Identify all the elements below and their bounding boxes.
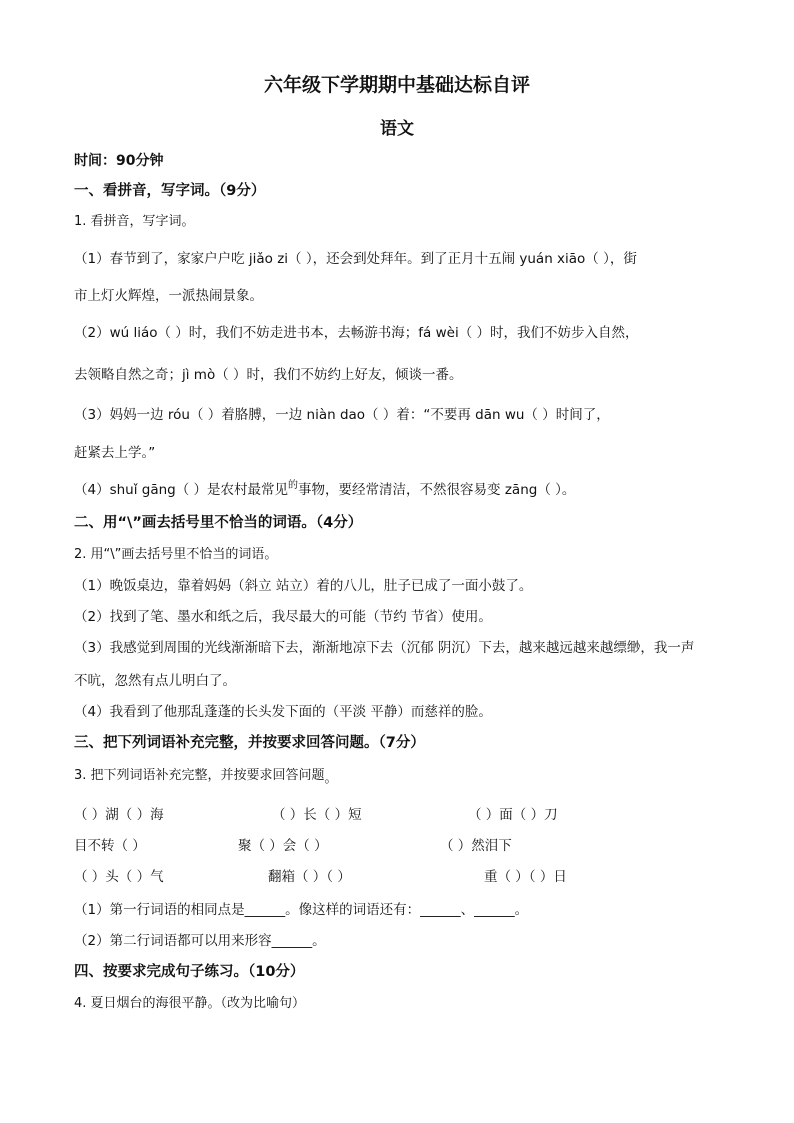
section3-heading: 三、把下列词语补充完整，并按要求回答问题。（7分） <box>74 735 425 751</box>
section2-s2: （2）找到了笔、墨水和纸之后，我尽最大的可能（节约 节省）使用。 <box>74 609 492 625</box>
section4-heading: 四、按要求完成句子练习。（10分） <box>74 964 305 980</box>
section1-p1-line1: （1）春节到了，家家户户吃 jiǎo zi（ ），还会到处拜年。到了正月十五闹 yuán xiāo（ ），街 <box>74 251 637 267</box>
section1-p3-line2: 赶紧去上学。” <box>74 445 156 461</box>
idiom-row3-item1: （ ）头（ ）气 <box>74 869 164 885</box>
section3-question <box>74 767 724 785</box>
section1-p1-line2: 市上灯火辉煌，一派热闹景象。 <box>74 288 263 304</box>
section3-q1: （1）第一行词语的相同点是______。像这样的词语还有：______、______。 <box>74 902 529 918</box>
section2-question: 2. 用“\”画去括号里不恰当的词语。 <box>74 547 278 562</box>
page-title: 六年级下学期期中基础达标自评 <box>263 74 530 96</box>
idiom-row2-item1: 目不转（ ） <box>74 838 146 854</box>
subject-title: 语文 <box>380 119 414 139</box>
section3-question-tail: 。 <box>324 771 338 786</box>
section1-p2-line1: （2）wú liáo（ ）时，我们不妨走进书本，去畅游书海；fá wèi（ ）时，我们不妨步入自然， <box>74 325 639 341</box>
section1-question: 1. 看拼音，写字词。 <box>74 214 195 229</box>
section2-heading: 二、用“\”画去括号里不恰当的词语。（4分） <box>74 515 363 531</box>
idiom-row1-item1: （ ）湖（ ）海 <box>74 807 164 823</box>
idiom-row1-item3: （ ）面（ ）刀 <box>468 807 558 823</box>
section3-q2: （2）第二行词语都可以用来形容______。 <box>74 933 326 949</box>
section2-s3-line1: （3）我感觉到周围的光线渐渐暗下去，渐渐地凉下去（沉郁 阴沉）下去，越来越远越来越缥缈，我一声 <box>74 640 695 656</box>
idiom-row3-item3: 重（ ）（ ）日 <box>484 869 567 885</box>
section2-s1: （1）晚饭桌边，靠着妈妈（斜立 站立）着的八儿，肚子已成了一面小鼓了。 <box>74 578 533 594</box>
section2-s4: （4）我看到了他那乱蓬蓬的长头发下面的（平淡 平静）而慈祥的脸。 <box>74 704 492 720</box>
section2-s3-line2: 不吭，忽然有点儿明白了。 <box>74 673 236 689</box>
idiom-row3-item2: 翻箱（ ）（ ） <box>268 869 351 885</box>
section1-p4-part1: （4）shuǐ gāng（ ）是农村最常见 <box>74 482 289 498</box>
idiom-row-3 <box>74 868 734 886</box>
section3-question-text: 3. 把下列词语补充完整，并按要求回答问题 <box>74 768 325 783</box>
section1-p4-superscript: 的 <box>288 480 299 491</box>
section1-p3-line1: （3）妈妈一边 róu（ ）着胳膊，一边 niàn dao（ ）着：“不要再 dān wu（ ）时间了， <box>74 407 610 423</box>
idiom-row2-item3: （ ）然泪下 <box>440 838 512 854</box>
exam-time: 时间：90分钟 <box>74 153 164 169</box>
idiom-row-1 <box>74 806 734 824</box>
section1-p2-line2: 去领略自然之奇；jì mò（ ）时，我们不妨约上好友，倾谈一番。 <box>74 367 463 383</box>
section4-question: 4. 夏日烟台的海很平静。（改为比喻句） <box>74 996 306 1011</box>
idiom-row2-item2: 聚（ ）会（ ） <box>238 838 328 854</box>
section1-p4-part2: 事物，要经常清洁，不然很容易变 zāng（ ）。 <box>298 482 576 498</box>
section1-p4-line1 <box>74 481 724 501</box>
idiom-row1-item2: （ ）长（ ）短 <box>272 807 362 823</box>
idiom-row-2 <box>74 837 734 855</box>
section1-heading: 一、看拼音，写字词。（9分） <box>74 183 266 199</box>
